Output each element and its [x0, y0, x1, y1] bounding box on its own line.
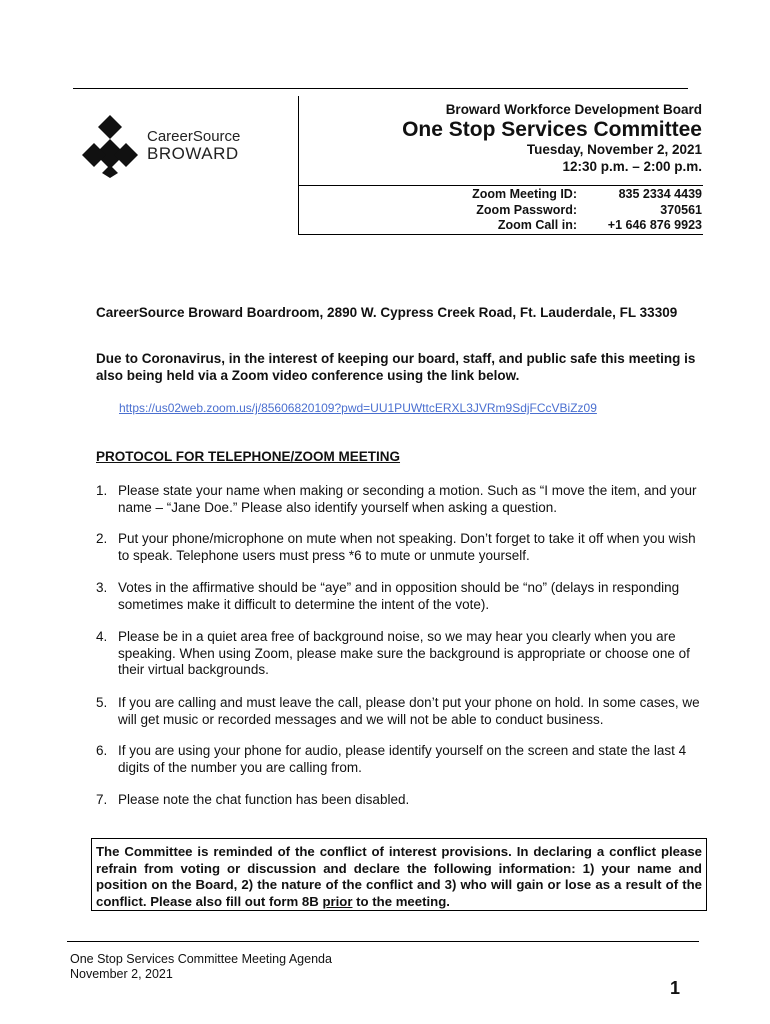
- covid-notice: Due to Coronavirus, in the interest of keeping our board, staff, and public safe this meeting is also being held via a Zoom video conference using the link below.: [96, 351, 696, 383]
- zoom-values: [608, 187, 702, 234]
- meeting-address: CareerSource Broward Boardroom, 2890 W. Cypress Creek Road, Ft. Lauderdale, FL 33309: [96, 305, 678, 320]
- zoom-password-value: 370561: [660, 202, 702, 217]
- protocol-item-3: [96, 580, 702, 613]
- header-divider-mid: [298, 185, 703, 186]
- item-text: Please state your name when making or seconding a motion. Such as “I move the item, and your name – “Jane Doe.” Please also identify yourself when asking a question.: [118, 483, 697, 515]
- item-number: 2.: [96, 531, 108, 546]
- page-number: 1: [670, 978, 681, 998]
- item-number: 4.: [96, 629, 108, 644]
- item-text: If you are calling and must leave the call, please don’t put your phone on hold. In some cases, we will get music or recorded messages and we will not be able to conduct business.: [118, 695, 700, 727]
- item-number: 6.: [96, 743, 108, 758]
- committee-title: One Stop Services Committee: [402, 118, 702, 141]
- logo-line1: CareerSource: [147, 128, 241, 145]
- protocol-item-6: [96, 743, 702, 776]
- footer-date: November 2, 2021: [70, 967, 173, 981]
- protocol-item-2: [96, 531, 702, 564]
- logo-line2: BROWARD: [147, 144, 239, 163]
- item-number: 3.: [96, 580, 108, 595]
- protocol-title: PROTOCOL FOR TELEPHONE/ZOOM MEETING: [96, 449, 401, 464]
- meeting-time: 12:30 p.m. – 2:00 p.m.: [562, 159, 702, 174]
- protocol-item-1: [96, 483, 702, 516]
- zoom-labels: [472, 187, 577, 234]
- header-divider-low: [298, 234, 703, 235]
- item-text: Put your phone/microphone on mute when not speaking. Don’t forget to take it off when you wish to speak. Telephone users must press *6 to mute or unmute yourself.: [118, 531, 696, 563]
- item-text: Votes in the affirmative should be “aye” and in opposition should be “no” (delays in responding sometimes make it difficult to determine the intent of the vote).: [118, 580, 680, 612]
- item-number: 7.: [96, 792, 108, 807]
- notice-text-end: to the meeting.: [352, 893, 450, 909]
- conflict-of-interest-notice: [91, 838, 707, 911]
- item-text: If you are using your phone for audio, please identify yourself on the screen and state the last 4 digits of the number you are calling from.: [118, 743, 687, 775]
- notice-underlined: prior: [322, 893, 353, 909]
- footer-rule: [67, 941, 699, 942]
- footer-title: One Stop Services Committee Meeting Agenda: [70, 952, 332, 966]
- protocol-item-7: [96, 792, 702, 809]
- top-rule: [73, 88, 688, 89]
- footer: [70, 952, 332, 982]
- zoom-link[interactable]: https://us02web.zoom.us/j/85606820109?pwd=UU1PUWttcERXL3JVRm9SdjFCcVBiZz09: [119, 401, 597, 415]
- board-name: Broward Workforce Development Board: [445, 102, 702, 117]
- item-number: 1.: [96, 483, 108, 498]
- item-text: Please note the chat function has been disabled.: [118, 792, 410, 807]
- header-vertical-divider: [298, 96, 299, 234]
- zoom-id-value: 835 2334 4439: [618, 187, 702, 201]
- protocol-item-5: [96, 695, 702, 728]
- notice-text: The Committee is reminded of the conflict of interest provisions. In declaring a conflict please refrain from voting or discussion and declare the following information: 1) your name and position on the Board, 2) the nature of the conflict and 3) who will gain or lose as a result of the conflict. Please also fill out form 8B: [96, 844, 702, 909]
- zoom-password-label: Zoom Password:: [476, 202, 577, 217]
- protocol-item-4: [96, 629, 702, 679]
- item-text: Please be in a quiet area free of background noise, so we may hear you clearly when you are speaking. When using Zoom, please make sure the background is appropriate or choose one of their virtual backgrounds.: [118, 629, 690, 677]
- zoom-call-value: +1 646 876 9923: [607, 218, 702, 232]
- zoom-call-label: Zoom Call in:: [497, 218, 577, 232]
- item-number: 5.: [96, 695, 108, 710]
- zoom-id-label: Zoom Meeting ID:: [472, 187, 577, 201]
- meeting-date: Tuesday, November 2, 2021: [526, 142, 702, 157]
- logo-wordmark: [147, 128, 240, 162]
